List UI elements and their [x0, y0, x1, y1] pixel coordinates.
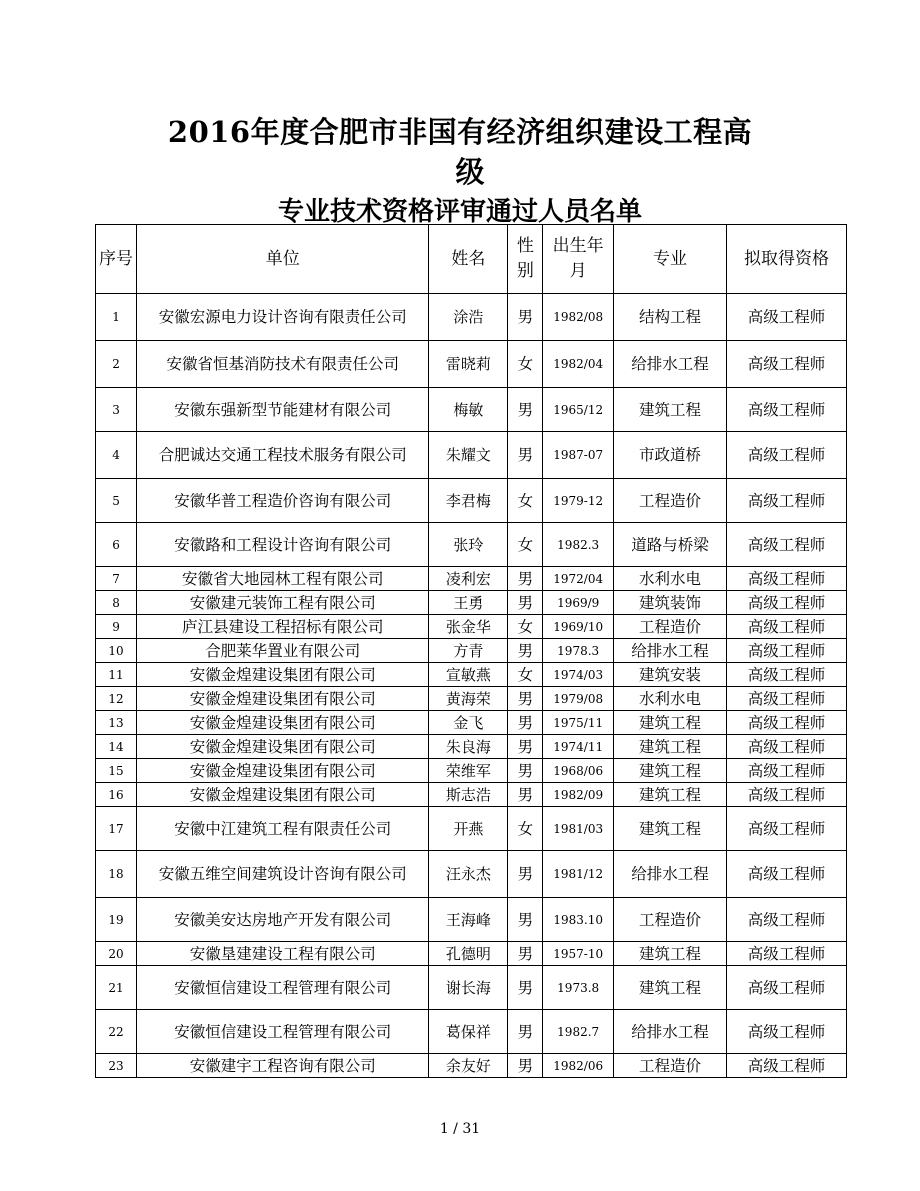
cell-name: 荣维军	[429, 759, 508, 783]
cell-qualification: 高级工程师	[726, 567, 846, 591]
cell-seq: 8	[96, 591, 137, 615]
page-title: 2016年度合肥市非国有经济组织建设工程高	[167, 115, 753, 149]
cell-qualification: 高级工程师	[726, 591, 846, 615]
cell-unit: 安徽恒信建设工程管理有限公司	[137, 966, 429, 1010]
cell-unit: 合肥莱华置业有限公司	[137, 639, 429, 663]
cell-qualification: 高级工程师	[726, 639, 846, 663]
cell-unit: 安徽金煌建设集团有限公司	[137, 759, 429, 783]
cell-gender: 男	[508, 711, 543, 735]
cell-gender: 男	[508, 567, 543, 591]
cell-name: 王勇	[429, 591, 508, 615]
cell-major: 建筑安装	[614, 663, 727, 687]
cell-birth: 1981/03	[543, 807, 614, 851]
cell-unit: 合肥诚达交通工程技术服务有限公司	[137, 432, 429, 479]
cell-gender: 男	[508, 851, 543, 898]
cell-gender: 女	[508, 663, 543, 687]
page-number: 1 / 31	[439, 1121, 481, 1137]
cell-gender: 男	[508, 759, 543, 783]
cell-major: 建筑工程	[614, 807, 727, 851]
cell-gender: 男	[508, 898, 543, 942]
cell-seq: 7	[96, 567, 137, 591]
table-row	[96, 1054, 847, 1078]
header-unit: 单位	[137, 225, 429, 294]
cell-gender: 女	[508, 615, 543, 639]
cell-qualification: 高级工程师	[726, 341, 846, 388]
cell-gender: 女	[508, 807, 543, 851]
cell-name: 张金华	[429, 615, 508, 639]
cell-qualification: 高级工程师	[726, 942, 846, 966]
cell-unit: 庐江县建设工程招标有限公司	[137, 615, 429, 639]
cell-seq: 19	[96, 898, 137, 942]
cell-gender: 女	[508, 523, 543, 567]
cell-seq: 15	[96, 759, 137, 783]
cell-name: 方青	[429, 639, 508, 663]
cell-name: 梅敏	[429, 388, 508, 432]
table-row	[96, 687, 847, 711]
cell-name: 雷晓莉	[429, 341, 508, 388]
cell-seq: 16	[96, 783, 137, 807]
cell-name: 涂浩	[429, 294, 508, 341]
cell-qualification: 高级工程师	[726, 851, 846, 898]
cell-seq: 20	[96, 942, 137, 966]
cell-seq: 21	[96, 966, 137, 1010]
cell-gender: 男	[508, 687, 543, 711]
cell-major: 水利水电	[614, 687, 727, 711]
cell-seq: 5	[96, 479, 137, 523]
cell-unit: 安徽建元装饰工程有限公司	[137, 591, 429, 615]
cell-birth: 1969/9	[543, 591, 614, 615]
cell-major: 建筑工程	[614, 759, 727, 783]
cell-major: 给排水工程	[614, 341, 727, 388]
cell-birth: 1982.3	[543, 523, 614, 567]
header-seq: 序号	[96, 225, 137, 294]
table-header-row	[96, 225, 847, 294]
table-row	[96, 942, 847, 966]
cell-major: 水利水电	[614, 567, 727, 591]
cell-major: 给排水工程	[614, 851, 727, 898]
cell-qualification: 高级工程师	[726, 479, 846, 523]
table-row	[96, 639, 847, 663]
cell-gender: 男	[508, 966, 543, 1010]
cell-qualification: 高级工程师	[726, 294, 846, 341]
table-row	[96, 851, 847, 898]
table-row	[96, 567, 847, 591]
cell-name: 葛保祥	[429, 1010, 508, 1054]
page-subtitle: 专业技术资格评审通过人员名单	[277, 197, 642, 227]
cell-birth: 1975/11	[543, 711, 614, 735]
cell-seq: 13	[96, 711, 137, 735]
cell-name: 汪永杰	[429, 851, 508, 898]
cell-major: 给排水工程	[614, 639, 727, 663]
cell-major: 建筑工程	[614, 711, 727, 735]
page-title-continued: 级	[455, 155, 485, 189]
cell-gender: 女	[508, 479, 543, 523]
header-major: 专业	[614, 225, 727, 294]
cell-unit: 安徽金煌建设集团有限公司	[137, 663, 429, 687]
cell-seq: 3	[96, 388, 137, 432]
cell-qualification: 高级工程师	[726, 663, 846, 687]
cell-name: 孔德明	[429, 942, 508, 966]
cell-unit: 安徽金煌建设集团有限公司	[137, 687, 429, 711]
cell-unit: 安徽东强新型节能建材有限公司	[137, 388, 429, 432]
cell-unit: 安徽华普工程造价咨询有限公司	[137, 479, 429, 523]
table-row	[96, 1010, 847, 1054]
cell-gender: 男	[508, 294, 543, 341]
cell-seq: 17	[96, 807, 137, 851]
cell-seq: 2	[96, 341, 137, 388]
cell-qualification: 高级工程师	[726, 388, 846, 432]
cell-name: 张玲	[429, 523, 508, 567]
cell-birth: 1968/06	[543, 759, 614, 783]
table-row	[96, 735, 847, 759]
cell-unit: 安徽金煌建设集团有限公司	[137, 735, 429, 759]
table-row	[96, 479, 847, 523]
table-row	[96, 432, 847, 479]
cell-name: 余友好	[429, 1054, 508, 1078]
cell-birth: 1974/11	[543, 735, 614, 759]
cell-qualification: 高级工程师	[726, 523, 846, 567]
cell-seq: 11	[96, 663, 137, 687]
cell-name: 谢长海	[429, 966, 508, 1010]
cell-unit: 安徽宏源电力设计咨询有限责任公司	[137, 294, 429, 341]
cell-major: 建筑工程	[614, 966, 727, 1010]
cell-birth: 1982.7	[543, 1010, 614, 1054]
cell-birth: 1982/08	[543, 294, 614, 341]
cell-name: 朱耀文	[429, 432, 508, 479]
cell-qualification: 高级工程师	[726, 807, 846, 851]
cell-unit: 安徽金煌建设集团有限公司	[137, 711, 429, 735]
cell-birth: 1982/04	[543, 341, 614, 388]
cell-birth: 1969/10	[543, 615, 614, 639]
cell-major: 给排水工程	[614, 1010, 727, 1054]
cell-name: 王海峰	[429, 898, 508, 942]
cell-major: 建筑工程	[614, 783, 727, 807]
cell-birth: 1957-10	[543, 942, 614, 966]
cell-birth: 1982/06	[543, 1054, 614, 1078]
cell-name: 宣敏燕	[429, 663, 508, 687]
cell-unit: 安徽路和工程设计咨询有限公司	[137, 523, 429, 567]
cell-seq: 23	[96, 1054, 137, 1078]
cell-qualification: 高级工程师	[726, 735, 846, 759]
cell-name: 金飞	[429, 711, 508, 735]
cell-qualification: 高级工程师	[726, 759, 846, 783]
table-row	[96, 341, 847, 388]
table-row	[96, 615, 847, 639]
table-row	[96, 711, 847, 735]
cell-gender: 男	[508, 942, 543, 966]
table-row	[96, 807, 847, 851]
cell-major: 建筑工程	[614, 942, 727, 966]
cell-qualification: 高级工程师	[726, 711, 846, 735]
cell-gender: 男	[508, 783, 543, 807]
cell-unit: 安徽省大地园林工程有限公司	[137, 567, 429, 591]
cell-unit: 安徽恒信建设工程管理有限公司	[137, 1010, 429, 1054]
cell-seq: 9	[96, 615, 137, 639]
cell-name: 开燕	[429, 807, 508, 851]
cell-seq: 10	[96, 639, 137, 663]
cell-seq: 22	[96, 1010, 137, 1054]
cell-major: 建筑工程	[614, 388, 727, 432]
cell-birth: 1974/03	[543, 663, 614, 687]
cell-major: 市政道桥	[614, 432, 727, 479]
cell-gender: 男	[508, 591, 543, 615]
cell-unit: 安徽省恒基消防技术有限责任公司	[137, 341, 429, 388]
header-birth: 出生年月	[543, 225, 614, 294]
cell-gender: 男	[508, 639, 543, 663]
cell-birth: 1965/12	[543, 388, 614, 432]
cell-major: 工程造价	[614, 615, 727, 639]
cell-birth: 1979-12	[543, 479, 614, 523]
cell-birth: 1979/08	[543, 687, 614, 711]
header-gender: 性别	[508, 225, 543, 294]
cell-gender: 男	[508, 735, 543, 759]
cell-qualification: 高级工程师	[726, 615, 846, 639]
cell-unit: 安徽垦建建设工程有限公司	[137, 942, 429, 966]
cell-gender: 男	[508, 1054, 543, 1078]
cell-seq: 14	[96, 735, 137, 759]
cell-major: 建筑装饰	[614, 591, 727, 615]
cell-name: 斯志浩	[429, 783, 508, 807]
cell-birth: 1983.10	[543, 898, 614, 942]
cell-name: 李君梅	[429, 479, 508, 523]
cell-seq: 12	[96, 687, 137, 711]
cell-unit: 安徽美安达房地产开发有限公司	[137, 898, 429, 942]
cell-name: 朱良海	[429, 735, 508, 759]
cell-birth: 1978.3	[543, 639, 614, 663]
cell-name: 黄海荣	[429, 687, 508, 711]
cell-seq: 6	[96, 523, 137, 567]
cell-qualification: 高级工程师	[726, 1010, 846, 1054]
table-row	[96, 898, 847, 942]
table-row	[96, 591, 847, 615]
cell-qualification: 高级工程师	[726, 1054, 846, 1078]
cell-major: 工程造价	[614, 898, 727, 942]
cell-major: 建筑工程	[614, 735, 727, 759]
header-name: 姓名	[429, 225, 508, 294]
cell-qualification: 高级工程师	[726, 898, 846, 942]
table-row	[96, 388, 847, 432]
cell-name: 凌利宏	[429, 567, 508, 591]
cell-unit: 安徽中江建筑工程有限责任公司	[137, 807, 429, 851]
table-row	[96, 663, 847, 687]
cell-birth: 1972/04	[543, 567, 614, 591]
cell-major: 工程造价	[614, 1054, 727, 1078]
table-row	[96, 523, 847, 567]
cell-gender: 男	[508, 388, 543, 432]
cell-birth: 1987-07	[543, 432, 614, 479]
cell-gender: 女	[508, 341, 543, 388]
cell-seq: 1	[96, 294, 137, 341]
cell-birth: 1973.8	[543, 966, 614, 1010]
cell-qualification: 高级工程师	[726, 966, 846, 1010]
header-qualification: 拟取得资格	[726, 225, 846, 294]
cell-seq: 18	[96, 851, 137, 898]
cell-unit: 安徽建宇工程咨询有限公司	[137, 1054, 429, 1078]
table-row	[96, 783, 847, 807]
table-row	[96, 966, 847, 1010]
table-row	[96, 759, 847, 783]
cell-seq: 4	[96, 432, 137, 479]
cell-gender: 男	[508, 1010, 543, 1054]
cell-unit: 安徽金煌建设集团有限公司	[137, 783, 429, 807]
table-row	[96, 294, 847, 341]
cell-birth: 1982/09	[543, 783, 614, 807]
results-table	[95, 224, 847, 1078]
cell-major: 道路与桥梁	[614, 523, 727, 567]
cell-unit: 安徽五维空间建筑设计咨询有限公司	[137, 851, 429, 898]
cell-gender: 男	[508, 432, 543, 479]
cell-qualification: 高级工程师	[726, 432, 846, 479]
cell-qualification: 高级工程师	[726, 783, 846, 807]
cell-major: 工程造价	[614, 479, 727, 523]
cell-birth: 1981/12	[543, 851, 614, 898]
cell-qualification: 高级工程师	[726, 687, 846, 711]
cell-major: 结构工程	[614, 294, 727, 341]
